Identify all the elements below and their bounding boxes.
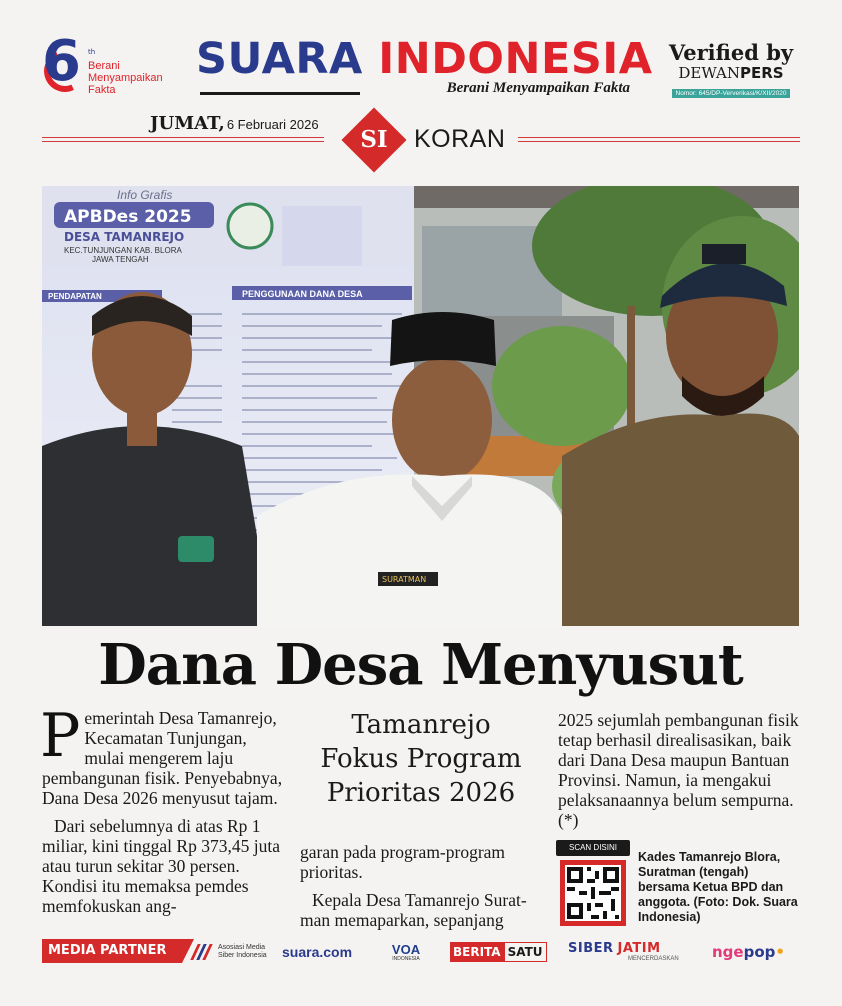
partner-voa[interactable]: [386, 940, 426, 964]
article-photo: [42, 186, 799, 626]
board-title-5: JAWA TENGAH: [92, 255, 149, 264]
partner-beritasatu[interactable]: [450, 940, 547, 964]
drop-cap: P: [40, 701, 81, 771]
article-paragraph-2: Dari sebelumnya di atas Rp 1 miliar, kini tinggal Rp 373,45 juta atau turun sekitar 30 persen. Kondisi itu memaksa pemdes memfokuskan ang-: [42, 816, 280, 916]
board-title-4: KEC.TUNJUNGAN KAB. BLORA: [64, 246, 182, 255]
anniversary-number: 6: [42, 29, 81, 94]
beritasatu-a: BERITA: [450, 942, 504, 962]
subhead-line-3: Prioritas 2026: [326, 778, 516, 808]
masthead: [196, 34, 653, 96]
voa-logo: VOA: [391, 941, 421, 957]
article-paragraph-4: Kepala Desa Tamanrejo Suratman memaparkan, sepanjang: [300, 890, 527, 930]
anniversary-line3: Fakta: [88, 84, 116, 96]
ngepop-a: nge: [712, 943, 744, 961]
board-title-2: APBDes 2025: [64, 207, 192, 227]
edition-day: JUMAT,: [150, 113, 225, 134]
qr-code-block[interactable]: [556, 840, 630, 930]
divider-left: [42, 137, 324, 138]
siberjatim-sub: MENCERDASKAN: [628, 955, 679, 962]
divider-right: [518, 137, 800, 138]
edition-date: [150, 113, 319, 134]
verified-org: [662, 64, 800, 82]
ngepop-b: pop: [743, 943, 776, 961]
qr-code-icon[interactable]: [560, 860, 626, 926]
verified-org-b: PERS: [740, 64, 784, 82]
verified-number: Nomor: 645/DP-Ververikasi/K/XII/2020: [672, 89, 791, 98]
voa-sub: INDONESIA: [392, 955, 420, 962]
section-label: KORAN: [414, 125, 506, 153]
verified-org-a: DEWAN: [678, 64, 740, 82]
article-paragraph-3: garan pada program-program prioritas.: [300, 842, 506, 882]
qr-label: SCAN DISINI: [556, 840, 630, 856]
media-partner-label: MEDIA PARTNER: [42, 939, 182, 963]
siberjatim-a: SIBER: [568, 940, 614, 956]
siberjatim-logo: [568, 942, 661, 956]
photo-caption: Kades Tamanrejo Blora, Suratman (tengah) bersama Ketua BPD dan anggota. (Foto: Dok. Suara Indonesia): [638, 850, 798, 924]
article-paragraph-5: 2025 sejumlah pembangunan fisik tetap berhasil direalisasikan, baik dari Dana Desa maupun Bantuan Provinsi. Namun, ia mengakui pelaksanaannya belum sempurna. (*): [558, 710, 799, 830]
masthead-title: [196, 34, 653, 84]
article-paragraph-1: [40, 701, 286, 808]
ngepop-dot: •: [775, 943, 785, 961]
edition-date-value: 6 Februari 2026: [226, 117, 319, 132]
masthead-rule: [200, 92, 360, 95]
anniversary-tagline: [88, 60, 188, 96]
anniversary-badge: [42, 29, 182, 100]
si-logo-text: SI: [360, 126, 388, 153]
beritasatu-b: SATU: [504, 942, 547, 962]
masthead-title-suara: SUARA: [196, 34, 363, 84]
anniversary-suffix: th: [88, 48, 96, 56]
article-column-1: [40, 701, 286, 924]
photo-name-tag: SURATMAN: [382, 575, 427, 584]
anniversary-line1: Berani: [88, 60, 120, 72]
verified-badge: [662, 42, 800, 102]
article-column-2: [300, 842, 540, 938]
board-right-header: PENGGUNAAN DANA DESA: [242, 289, 363, 299]
anniversary-line2: Menyampaikan: [88, 72, 163, 84]
board-title-1: Info Grafis: [117, 188, 173, 202]
divider-left-2: [42, 141, 324, 142]
partner-suara[interactable]: suara.com: [282, 944, 353, 960]
verified-title: Verified by: [668, 40, 794, 65]
board-title-3: DESA TAMANREJO: [64, 230, 185, 244]
article-paragraph-1-text: emerintah Desa Tamanrejo, Kecamatan Tunjungan, mulai mengerem laju pembangunan fisik. Penyebabnya, Dana Desa 2026 menyusut tajam.: [42, 708, 283, 808]
si-logo-icon: [338, 104, 410, 176]
amsi-label: Asosiasi Media Siber Indonesia: [218, 944, 267, 959]
masthead-tagline: Berani Menyampaikan Fakta: [446, 80, 630, 96]
article-headline: Dana Desa Menyusut: [98, 632, 743, 698]
board-left-header: PENDAPATAN: [48, 292, 102, 301]
divider-right-2: [518, 141, 800, 142]
photo-illustration: [42, 186, 799, 626]
partner-ngepop[interactable]: [712, 940, 785, 964]
partner-amsi[interactable]: [192, 940, 272, 964]
masthead-title-indonesia: INDONESIA: [378, 34, 653, 84]
subhead-line-1: Tamanrejo: [351, 710, 491, 740]
article-column-3: [558, 710, 802, 838]
partner-siberjatim[interactable]: [568, 940, 679, 964]
amsi-logo-icon: [192, 944, 214, 960]
article-subhead: [300, 708, 542, 810]
subhead-line-2: Fokus Program: [320, 744, 522, 774]
siberjatim-b: JATIM: [617, 940, 661, 956]
